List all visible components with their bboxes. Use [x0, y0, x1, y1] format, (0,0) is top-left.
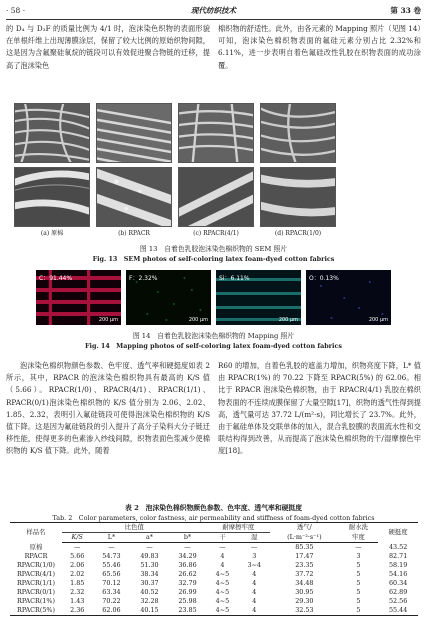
text-column-left-mid [6, 360, 210, 458]
table-cell: 3 [356, 552, 361, 560]
col-header-color: 比色值 [62, 523, 207, 533]
mapping-element-label: O：0.13% [309, 275, 339, 282]
table-cell: — [251, 543, 258, 551]
col-header-a: a* [130, 533, 168, 543]
table-cell: 5 [356, 597, 361, 605]
table-cell: 4 [252, 597, 257, 605]
table-cell: 30.37 [140, 579, 159, 587]
mapping-figure [36, 270, 391, 325]
table-cell-sample: RPACR [24, 552, 48, 560]
paragraph: 的 D₄ 与 D₃F 的质量比例为 4/1 时，泡沫染色织物的表面形貌在单根纤维上出现薄膜涂层，保留了较大比例的原始织物间隙，这是因为含氟聚硅氧烷的链段可以有效促进聚合物链的迁移，提高了泡沫染色 [6, 24, 210, 70]
col-header-b: b* [168, 533, 206, 543]
page-number: · 58 · [6, 6, 26, 15]
table-cell: 32.53 [270, 606, 338, 616]
figure-13-caption [6, 244, 421, 264]
sem-label: (d) RPACR(1/0) [274, 230, 322, 237]
paragraph: 棉织物的舒适性。此外，由各元素的 Mapping 照片（见图 14）可知，泡沫染色棉织物表面的氟硅元素分别占比 2.32%和 6.11%，进一步表明自着色氟硅改性乳胶在织物表面的成功涂覆。 [218, 24, 421, 70]
col-header-rub: 耐摩擦牢度 [207, 523, 271, 533]
text-column-left-top [6, 23, 210, 72]
table-cell: 32.79 [178, 579, 197, 587]
table-cell: 5 [356, 570, 361, 578]
table-row [10, 543, 418, 553]
table-cell: 17.47 [295, 552, 314, 560]
table-cell: 55.44 [378, 606, 418, 616]
table-cell: 40.15 [130, 606, 168, 616]
table-cell: 23.35 [295, 561, 314, 569]
table-cell: 5 [356, 561, 361, 569]
text-column-right-mid [218, 360, 421, 458]
table-cell: 60.34 [388, 579, 408, 587]
table-cell: 4~5 [207, 606, 239, 616]
sem-labels [14, 230, 414, 238]
sem-label: (b) RPACR [118, 230, 150, 237]
caption-cn: 图 13 自着色乳胶泡沫染色棉织物的 SEM 照片 [139, 245, 288, 253]
mapping-element-label: F：2.32% [129, 275, 158, 282]
sem-photo-raw-cotton-high [14, 167, 90, 227]
table-cell: 36.86 [178, 561, 197, 569]
sem-photo-rpacr-1-0-high [260, 167, 336, 227]
table-cell: 4 [220, 561, 225, 569]
table-cell: 2.02 [70, 570, 85, 578]
sem-figure [14, 103, 414, 238]
table-cell: — [184, 543, 191, 551]
mapping-panel-carbon [36, 270, 121, 325]
table-cell: 5 [356, 579, 361, 587]
sem-photo-raw-cotton-low [14, 103, 90, 163]
table-cell: 5.66 [70, 552, 85, 560]
mapping-element-label: C：91.44% [39, 275, 73, 282]
sem-photo-rpacr-1-0-low [260, 103, 336, 163]
scale-bar-label: 200 μm [188, 317, 208, 323]
mapping-panel-oxygen [306, 270, 391, 325]
col-header-stiffness: 硬挺度 [378, 523, 418, 543]
scale-bar-label: 200 μm [368, 317, 388, 323]
table-cell-sample: RPACR(4/1) [16, 570, 56, 578]
table-cell: 4 [220, 552, 225, 560]
table-cell: 4 [252, 570, 257, 578]
table-cell: 38.34 [140, 570, 159, 578]
table-cell: — [108, 543, 115, 551]
scale-bar-label: 200 μm [278, 317, 298, 323]
table-cell: 43.52 [388, 542, 408, 551]
table-row [10, 570, 418, 579]
table-row [10, 552, 418, 561]
sem-row-high-mag [14, 167, 414, 227]
table-cell: 82.71 [388, 552, 408, 560]
caption-en: Fig. 14 Mapping photos of self-coloring latex foam-dyed cotton fabrics [85, 342, 342, 350]
table-cell: 25.98 [178, 597, 197, 605]
table-cell: 4 [252, 588, 257, 596]
col-header-l: L* [92, 533, 130, 543]
table-2-caption [6, 503, 421, 523]
table-subheader-row [10, 533, 418, 543]
table-cell: 2.06 [70, 561, 85, 569]
col-header-air-unit: (L·m⁻²·s⁻¹) [270, 533, 338, 543]
col-header-sample: 样品名 [10, 523, 62, 543]
caption-cn: 表 2 泡沫染色棉织物颜色参数、色牢度、透气率和硬挺度 [124, 504, 303, 512]
table-cell: 1.43 [70, 597, 85, 605]
table-cell: 2.32 [70, 588, 85, 596]
sem-label: (c) RPACR(4/1) [193, 230, 239, 237]
table-cell: — [355, 543, 362, 551]
table-cell: 23.85 [168, 606, 206, 616]
sem-photo-rpacr-4-1-low [178, 103, 254, 163]
table-row [10, 588, 418, 597]
header-divider [6, 19, 421, 20]
col-header-wash: 耐水洗 [339, 523, 379, 533]
table-cell: 49.83 [140, 552, 159, 560]
table-cell: 62.89 [388, 588, 408, 596]
table-cell: 55.46 [102, 561, 121, 569]
table-cell: 1.85 [70, 579, 85, 587]
table-cell: 4~5 [215, 579, 230, 587]
table-header-row [10, 523, 418, 533]
table-cell: 3 [252, 552, 257, 560]
table-cell: 58.19 [388, 561, 408, 569]
table-cell: 4~5 [215, 570, 230, 578]
table-cell: 3~4 [247, 561, 261, 569]
table-cell: — [74, 543, 81, 551]
table-row [10, 561, 418, 570]
col-header-dry: 干 [207, 533, 239, 543]
caption-cn: 图 14 自着色乳胶泡沫染色棉织物的 Mapping 照片 [132, 332, 295, 340]
table-cell: 5 [339, 606, 379, 616]
table-cell: 32.28 [140, 597, 159, 605]
data-table [10, 522, 418, 616]
table-cell: 4 [238, 606, 270, 616]
table-cell: 29.30 [295, 597, 314, 605]
col-header-wet: 湿 [238, 533, 270, 543]
col-header-air: 透气/ [270, 523, 338, 533]
table-cell: 4~5 [215, 588, 230, 596]
mapping-panel-fluorine [126, 270, 211, 325]
table-row [10, 579, 418, 588]
page-header [6, 4, 421, 18]
table-cell: 63.34 [102, 588, 121, 596]
sem-label: (a) 原棉 [40, 230, 64, 237]
table-cell: 40.52 [140, 588, 159, 596]
table-cell: 54.73 [102, 552, 121, 560]
table-cell: 34.29 [178, 552, 197, 560]
table-cell: 70.22 [102, 597, 121, 605]
table-cell: 4 [252, 579, 257, 587]
table-cell: 65.56 [102, 570, 121, 578]
table-cell-sample: RPACR(5%) [10, 606, 62, 616]
table-cell: 34.48 [295, 579, 314, 587]
table-cell-sample: RPACR(0/1) [16, 588, 56, 596]
col-header-wash-2: 牢度 [339, 533, 379, 543]
sem-photo-rpacr-4-1-high [178, 167, 254, 227]
table-cell: 26.99 [178, 588, 197, 596]
scale-bar-label: 200 μm [98, 317, 118, 323]
paragraph: R60 的增加，自着色乳胶的遮盖力增加，织物亮度下降，L* 值由 RPACR(1%) 的 70.22 下降至 RPACR(5%) 的 62.06。相比于 RPACR 泡沫染色棉织物，由于 RPACR(4/1) 乳胶在棉织物表面的不连续成膜保留了大量空隙[17]，织物的透气性得到提高，透气量可达 37.72 L/(m²·s)，同比增长了 23.7%。此外，由于氟硅单体及交联单体的加入，混合乳胶膜的表面流水性和交联结构得到改善，从而提高了泡沫染色棉织物的干/湿摩擦色牢度[18]。 [218, 361, 421, 456]
table-row [10, 597, 418, 606]
table-cell-sample: RPACR(1/0) [16, 561, 56, 569]
table-cell: 51.30 [140, 561, 159, 569]
sem-photo-rpacr-low [96, 103, 172, 163]
mapping-element-label: Si：6.11% [219, 275, 250, 282]
paragraph: 泡沫染色棉织物颜色参数、色牢度、透气率和硬挺度如表 2 所示，其中，RPACR 的泡沫染色棉织物具有最高的 K/S 值（5.66）。RPACR(1/0)、RPACR(4/1)、RPACR(1/1)、RPACR(0/1)泡沫染色棉织物的 K/S 值分别为 2.06、2.02、1.85、2.32，表明引入氟硅链段可使得泡沫染色棉织物的 K/S 值下降。这是因为氟硅链段的引入提升了高分子染料大分子链迁移性能，使得更多的色素渗入纱线间隙，织物表面色浆减少使棉织物的 K/S 值下降。此外，随着 [6, 361, 210, 456]
table-cell: 30.95 [295, 588, 314, 596]
caption-en: Tab. 2 Color parameters, color fastness, air permeability and stiffness of foam-dyed cotton fabrics [52, 514, 375, 522]
table-cell-sample: RPACR(1/1) [16, 579, 56, 587]
caption-en: Fig. 13 SEM photos of self-coloring latex foam-dyed cotton fabrics [92, 255, 335, 263]
table-cell: 52.56 [388, 597, 408, 605]
sem-photo-rpacr-high [96, 167, 172, 227]
mapping-panel-silicon [216, 270, 301, 325]
table-cell: 85.35 [295, 543, 314, 551]
table-cell: — [146, 543, 153, 551]
table-cell: 70.12 [102, 579, 121, 587]
table-cell-sample: 原棉 [29, 542, 43, 551]
table-cell: 54.16 [388, 570, 408, 578]
journal-title: 现代纺织技术 [191, 6, 236, 15]
col-header-ks: K/S [62, 533, 92, 543]
table-cell: 2.36 [62, 606, 92, 616]
table-cell: 62.06 [92, 606, 130, 616]
table-cell: 4~5 [215, 597, 230, 605]
table-cell: 26.62 [178, 570, 197, 578]
table-cell-sample: RPACR(1%) [17, 597, 55, 605]
table-cell: — [219, 543, 226, 551]
table-cell: 37.72 [295, 570, 314, 578]
table-row [10, 606, 418, 616]
figure-14-caption [6, 331, 421, 351]
volume-label: 第 33 卷 [390, 6, 421, 15]
table-cell: 5 [356, 588, 361, 596]
text-column-right-top [218, 23, 421, 72]
sem-row-low-mag [14, 103, 414, 163]
